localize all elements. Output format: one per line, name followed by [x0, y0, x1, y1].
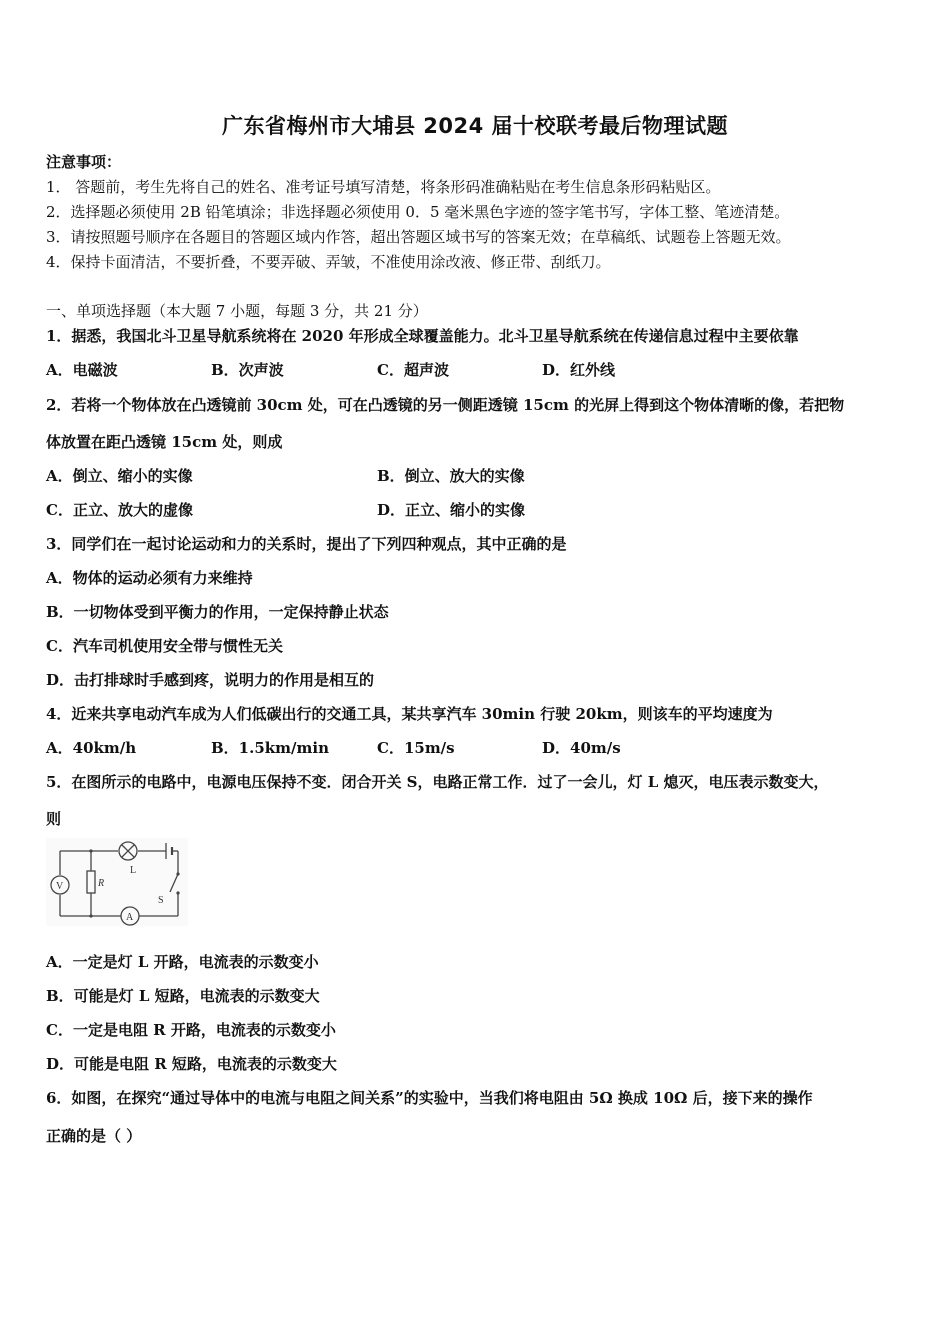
question-4-stem: 4．近来共享电动汽车成为人们低碳出行的交通工具，某共享汽车 30min 行驶 20km，则该车的平均速度为: [46, 705, 773, 723]
voltmeter-label: V: [56, 881, 64, 892]
switch-label: S: [158, 895, 164, 906]
question-5-stem-line-2: 则: [46, 810, 62, 828]
q2-option-d: D．正立、缩小的实像: [377, 501, 526, 519]
q3-option-d: D．击打排球时手感到疼，说明力的作用是相互的: [46, 671, 375, 689]
section-heading: 一、单项选择题（本大题 7 小题，每题 3 分，共 21 分）: [46, 302, 428, 320]
notice-item-3: 3．请按照题号顺序在各题目的答题区域内作答，超出答题区域书写的答案无效；在草稿纸、试题卷上答题无效。: [46, 228, 791, 246]
q5-option-b: B．可能是灯 L 短路，电流表的示数变大: [46, 987, 320, 1005]
exam-title: 广东省梅州市大埔县 2024 届十校联考最后物理试题: [221, 114, 729, 138]
resistor-label: R: [98, 878, 105, 889]
notice-item-4: 4．保持卡面清洁，不要折叠，不要弄破、弄皱，不准使用涂改液、修正带、刮纸刀。: [46, 253, 611, 271]
q5-option-a: A．一定是灯 L 开路，电流表的示数变小: [46, 953, 319, 971]
question-3-stem: 3．同学们在一起讨论运动和力的关系时，提出了下列四种观点，其中正确的是: [46, 535, 567, 553]
q1-option-b: B．次声波: [211, 361, 284, 379]
q4-option-a: A．40km/h: [46, 739, 137, 757]
notice-heading: 注意事项：: [46, 153, 122, 171]
q3-option-c: C．汽车司机使用安全带与惯性无关: [46, 637, 283, 655]
question-6-stem-line-1: 6．如图，在探究“通过导体中的电流与电阻之间关系”的实验中，当我们将电阻由 5Ω 换成 10Ω 后，接下来的操作: [46, 1089, 813, 1107]
notice-item-2: 2．选择题必须使用 2B 铅笔填涂；非选择题必须使用 0．5 毫米黑色字迹的签字笔书写，字体工整、笔迹清楚。: [46, 203, 790, 221]
q5-option-d: D．可能是电阻 R 短路，电流表的示数变大: [46, 1055, 337, 1073]
q3-option-b: B．一切物体受到平衡力的作用，一定保持静止状态: [46, 603, 389, 621]
question-6-stem-line-2: 正确的是（ ）: [46, 1127, 142, 1145]
q2-option-a: A．倒立、缩小的实像: [46, 467, 193, 485]
lamp-label: L: [130, 865, 137, 876]
question-2-stem-line-1: 2．若将一个物体放在凸透镜前 30cm 处，可在凸透镜的另一侧距透镜 15cm 的光屏上得到这个物体清晰的像，若把物: [46, 396, 845, 414]
q1-option-c: C．超声波: [377, 361, 449, 379]
notice-item-1: 1． 答题前，考生先将自己的姓名、准考证号填写清楚，将条形码准确粘贴在考生信息条形码粘贴区。: [46, 178, 721, 196]
q1-option-d: D．红外线: [542, 361, 616, 379]
question-1-stem: 1．据悉，我国北斗卫星导航系统将在 2020 年形成全球覆盖能力。北斗卫星导航系统在传递信息过程中主要依靠: [46, 327, 799, 345]
q2-option-b: B．倒立、放大的实像: [377, 467, 525, 485]
q3-option-a: A．物体的运动必须有力来维持: [46, 569, 253, 587]
q5-option-c: C．一定是电阻 R 开路，电流表的示数变小: [46, 1021, 336, 1039]
question-2-stem-line-2: 体放置在距凸透镜 15cm 处，则成: [46, 433, 283, 451]
q2-option-c: C．正立、放大的虚像: [46, 501, 193, 519]
q4-option-b: B．1.5km/min: [211, 739, 329, 757]
q4-option-c: C．15m/s: [377, 739, 455, 757]
circuit-diagram: [46, 838, 188, 926]
ammeter-label: A: [126, 912, 134, 923]
q4-option-d: D．40m/s: [542, 739, 621, 757]
question-5-stem-line-1: 5．在图所示的电路中，电源电压保持不变．闭合开关 S，电路正常工作．过了一会儿，灯 L 熄灭，电压表示数变大，: [46, 773, 829, 791]
q1-option-a: A．电磁波: [46, 361, 118, 379]
